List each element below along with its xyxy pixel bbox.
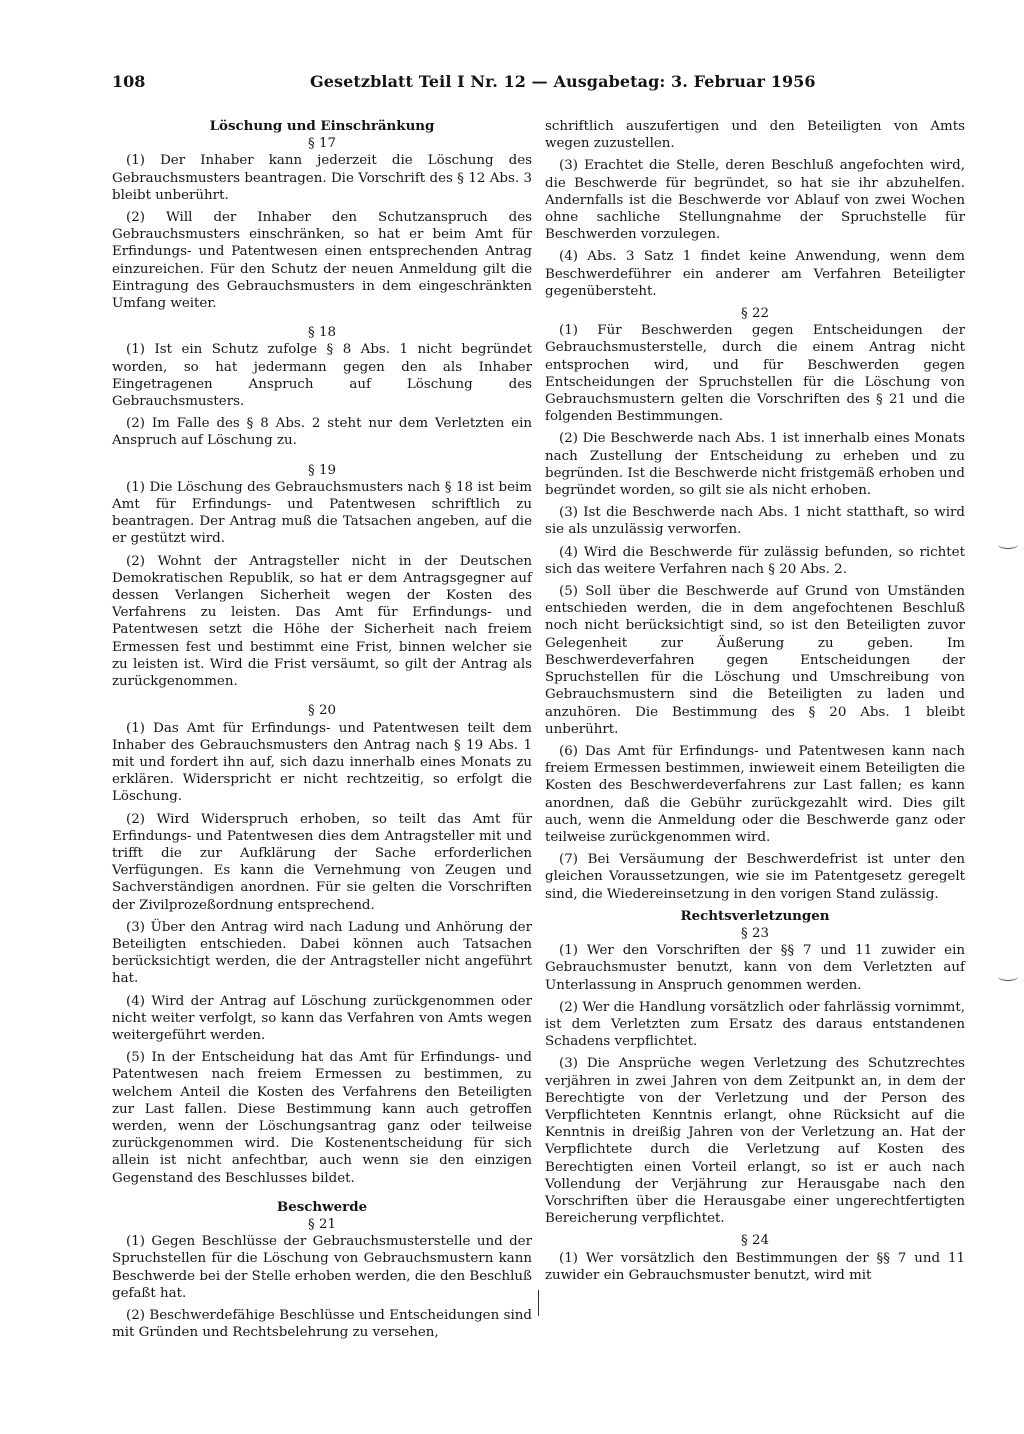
section-23-number: § 23	[741, 925, 769, 941]
section-21-paragraph-continued: schriftlich auszufertigen und den Beteiligten von Amts wegen zuzustellen.	[545, 119, 965, 152]
section-20-paragraph: (2) Wird Widerspruch erhoben, so teilt das Amt für Erfindungs- und Patentwesen dies dem Antragsteller mit und trifft die zur Aufklärung der Sache erforderlichen Verfügungen. Es kann die Vernehmung von Zeugen und Sachverständigen anordnen. Für sie gelten die Vorschriften der Zivilprozeßordnung entsprechend.	[112, 811, 532, 913]
section-22-paragraph: (1) Für Beschwerden gegen Entscheidungen der Gebrauchsmusterstelle, durch die einem Antrag nicht entsprochen wird, und für Beschwerden gegen Entscheidungen der Spruchstellen für die Löschung von Gebrauchsmustern gelten die Vorschriften des § 21 und die folgenden Bestimmungen.	[545, 323, 965, 425]
section-20-paragraph: (4) Wird der Antrag auf Löschung zurückgenommen oder nicht weiter verfolgt, so kann das Verfahren von Amts wegen weitergeführt werden.	[112, 993, 532, 1043]
section-18-paragraph: (2) Im Falle des § 8 Abs. 2 steht nur dem Verletzten ein Anspruch auf Löschung zu.	[112, 416, 532, 449]
section-24-paragraph: (1) Wer vorsätzlich den Bestimmungen der §§ 7 und 11 zuwider ein Gebrauchsmuster benutzt, wird mit	[545, 1250, 965, 1283]
section-21-paragraph: (1) Gegen Beschlüsse der Gebrauchsmusterstelle und der Spruchstellen für die Löschung von Gebrauchsmustern kann Beschwerde bei der Stelle erhoben werden, die den Beschluß gefaßt hat.	[112, 1234, 532, 1301]
section-17-number: § 17	[308, 136, 336, 152]
section-23-paragraph: (2) Wer die Handlung vorsätzlich oder fahrlässig vornimmt, ist dem Verletzten zum Ersatz des daraus entstandenen Schadens verpflichtet.	[545, 999, 965, 1050]
section-22-paragraph: (7) Bei Versäumung der Beschwerdefrist ist unter den gleichen Voraussetzungen, wie sie im Patentgesetz geregelt sind, die Wiedereinsetzung in den vorigen Stand zulässig.	[545, 852, 965, 902]
section-19-number: § 19	[308, 462, 336, 478]
section-19-paragraph: (2) Wohnt der Antragsteller nicht in der Deutschen Demokratischen Republik, so hat er dem Antragsgegner auf dessen Verlangen Sicherheit wegen der Kosten des Verfahrens zu leisten. Das Amt für Erfindungs- und Patentwesen setzt die Höhe der Sicherheit nach freiem Ermessen fest und bestimmt eine Frist, binnen welcher sie zu leisten ist. Wird die Frist versäumt, so gilt der Antrag als zurückgenommen.	[112, 553, 532, 690]
section-22-paragraph: (6) Das Amt für Erfindungs- und Patentwesen kann nach freiem Ermessen bestimmen, inwieweit einem Beteiligten die Kosten des Beschwerdeverfahrens zur Last fallen; es kann anordnen, daß die Gebühr zurückgezahlt wird. Dies gilt auch, wenn die Anmeldung oder die Beschwerde ganz oder teilweise zurückgenommen wird.	[545, 743, 965, 845]
section-17-paragraph: (1) Der Inhaber kann jederzeit die Löschung des Gebrauchsmusters beantragen. Die Vorschrift des § 12 Abs. 3 bleibt unberührt.	[112, 153, 532, 203]
heading-loeschung: Löschung und Einschränkung	[209, 118, 435, 134]
section-24-number: § 24	[741, 1233, 769, 1249]
section-18-number: § 18	[308, 325, 336, 341]
section-21-paragraph: (4) Abs. 3 Satz 1 findet keine Anwendung, wenn dem Beschwerdeführer ein anderer am Verfahren Beteiligter gegenübersteht.	[545, 249, 965, 299]
section-19-paragraph: (1) Die Löschung des Gebrauchsmusters nach § 18 ist beim Amt für Erfindungs- und Patentwesen schriftlich zu beantragen. Der Antrag muß die Tatsachen angeben, auf die er gestützt wird.	[112, 479, 532, 547]
section-20-number: § 20	[308, 703, 336, 719]
section-22-paragraph: (5) Soll über die Beschwerde auf Grund von Umständen entschieden werden, die in dem angefochtenen Beschluß noch nicht berücksichtigt sind, so ist den Beteiligten zuvor Gelegenheit zur Äußerung zu geben. Im Beschwerdeverfahren gegen Entscheidungen der Spruchstellen für die Löschung und Umschreibung von Gebrauchsmustern sind die Beteiligten zu laden und anzuhören. Die Bestimmung des § 20 Abs. 1 bleibt unberührt.	[545, 584, 965, 737]
section-21-paragraph: (3) Erachtet die Stelle, deren Beschluß angefochten wird, die Beschwerde für begründet, so hat sie ihr abzuhelfen. Andernfalls ist die Beschwerde vor Ablauf von zwei Wochen ohne sachliche Stellungnahme der Spruchstelle für Beschwerden vorzulegen.	[545, 158, 965, 243]
page-header	[112, 72, 816, 102]
section-20-paragraph: (3) Über den Antrag wird nach Ladung und Anhörung der Beteiligten entschieden. Dabei können auch Tatsachen berücksichtigt werden, die der Antragsteller nicht angeführt hat.	[112, 919, 532, 987]
section-22-number: § 22	[741, 306, 769, 322]
section-22-paragraph: (4) Wird die Beschwerde für zulässig befunden, so richtet sich das weitere Verfahren nach § 20 Abs. 2.	[545, 544, 965, 577]
header-title: Gesetzblatt Teil I Nr. 12 — Ausgabetag: 3. Februar 1956	[310, 72, 816, 91]
left-column	[112, 118, 532, 1341]
section-20-paragraph: (5) In der Entscheidung hat das Amt für Erfindungs- und Patentwesen nach freiem Ermessen zu bestimmen, zu welchem Anteil die Kosten des Verfahrens den Beteiligten zur Last fallen. Diese Bestimmung kann auch getroffen werden, wenn der Löschungsantrag ganz oder teilweise zurückgenommen wird. Die Kostenentscheidung für sich allein ist nicht anfechtbar, auch wenn sie den einzigen Gegenstand des Beschlusses bildet.	[112, 1050, 532, 1186]
section-23-paragraph: (1) Wer den Vorschriften der §§ 7 und 11 zuwider ein Gebrauchsmuster benutzt, kann von dem Verletzten auf Unterlassung in Anspruch genommen werden.	[545, 943, 965, 993]
section-22-paragraph: (3) Ist die Beschwerde nach Abs. 1 nicht statthaft, so wird sie als unzulässig verworfen.	[545, 505, 965, 538]
section-23-paragraph: (3) Die Ansprüche wegen Verletzung des Schutzrechtes verjähren in zwei Jahren von dem Zeitpunkt an, in dem der Berechtigte von der Verletzung und der Person des Verpflichteten Kenntnis erlangt, ohne Rücksicht auf die Kenntnis in dreißig Jahren von der Verletzung an. Hat der Verpflichtete durch die Verletzung auf Kosten des Berechtigten einen Vorteil erlangt, so ist er auch nach Vollendung der Verjährung zur Herausgabe nach den Vorschriften über die Herausgabe einer ungerechtfertigten Bereicherung verpflichtet.	[545, 1056, 965, 1227]
section-22-paragraph: (2) Die Beschwerde nach Abs. 1 ist innerhalb eines Monats nach Zustellung der Entscheidung zu erheben und zu begründen. Ist die Beschwerde nicht fristgemäß erhoben und begründet worden, so gilt sie als nicht erhoben.	[545, 431, 965, 499]
section-18-paragraph: (1) Ist ein Schutz zufolge § 8 Abs. 1 nicht begründet worden, so hat jedermann gegen den als Inhaber Eingetragenen Anspruch auf Löschung des Gebrauchsmusters.	[112, 342, 532, 410]
column-divider	[538, 1290, 539, 1316]
section-21-paragraph: (2) Beschwerdefähige Beschlüsse und Entscheidungen sind mit Gründen und Rechtsbelehrung zu versehen,	[112, 1308, 532, 1341]
section-20-paragraph: (1) Das Amt für Erfindungs- und Patentwesen teilt dem Inhaber des Gebrauchsmusters den Antrag nach § 19 Abs. 1 mit und fordert ihn auf, sich dazu innerhalb eines Monats zu erklären. Widerspricht er nicht rechtzeitig, so erfolgt die Löschung.	[112, 720, 532, 805]
section-21-number: § 21	[308, 1216, 336, 1232]
heading-beschwerde: Beschwerde	[276, 1198, 368, 1215]
right-column	[545, 118, 965, 1284]
heading-rechtsverletzungen: Rechtsverletzungen	[680, 907, 830, 924]
section-17-paragraph: (2) Will der Inhaber den Schutzanspruch des Gebrauchsmusters einschränken, so hat er beim Amt für Erfindungs- und Patentwesen einen entsprechenden Antrag einzureichen. Für den Schutz der neuen Anmeldung gilt die Eintragung des Gebrauchsmusters in dem eingeschränkten Umfang weiter.	[112, 210, 532, 312]
margin-mark	[998, 540, 1018, 549]
margin-mark	[998, 972, 1018, 981]
page-number: 108	[112, 72, 146, 91]
